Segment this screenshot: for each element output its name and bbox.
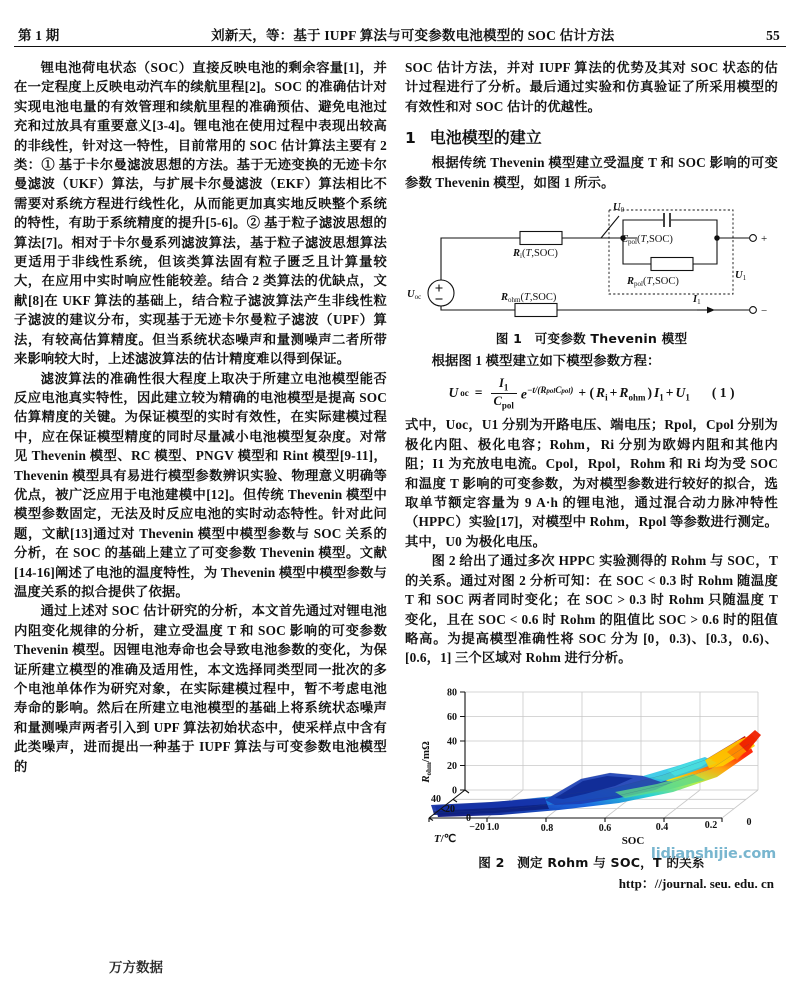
paragraph-figure-2: 图 2 给出了通过多次 HPPC 实验测得的 Rohm 与 SOC，T 的关系。通过对图 2 分析可知：在 SOC < 0.3 时 Rohm 随温度 T 和 SOC 两者同时变化；在 SOC > 0.3 时 Rohm 只随温度 T 变化，且在 SOC < 0.6 时 Rohm 的阻值比 SOC > 0.6 时的阻值略高。为提高模型准确性将 SOC 分为 [0，0.3)、[0.3，0.6)、[0.6，1] 三个区域对 Rohm 进行分析。: [405, 553, 778, 666]
paragraph-after-equation: 式中，Uoc，U1 分别为开路电压、端电压；Rpol，Cpol 分别为极化内阻、极化电容；Rohm，Ri 分别为欧姆内阻和其他内阻；I1 为充放电电流。Cpol，Rpol，Rohm 和 Ri 均为受 SOC 和温度 T 影响的可变参数，为对模型参数进行较好的拟合，选取单节额定容量为 9 A·h 的锂电池，通过混合动力脉冲特性（HPPC）实验[17]，对模型中 Rohm，Rpol 等参数进行测定。其中，U0 为极化电压。: [405, 417, 778, 549]
label-uoc: Uoc: [407, 289, 422, 302]
paragraph-1: 锂电池荷电状态（SOC）直接反映电池的剩余容量[1]，并在一定程度上反映电动汽车的续航里程[2]。SOC 的准确估计对实现电池电量的有效管理和续航里程的准确预估、避免电池过充和过放具有重要意义[3-4]。锂电池在使用过程中表现出较高的非线性，针对这一特性，目前常用的 SOC 估计算法主要有 2 类：① 基于卡尔曼滤波思想的方法。基于无迹变换的无迹卡尔曼滤波（UKF）算法，与扩展卡尔曼滤波（EKF）算法相比不需要对系统方程进行线性化，从而能更加真实地反映整个系统的特性，有助于系统精度的提升[5-6]。② 基于粒子滤波思想的算法[7]。相对于卡尔曼系列滤波算法，基于粒子滤波思想算法更适用于非线性系统，但该类算法固有粒子匮乏且计算量较大，在应用中实时响应性能较差。结合 2 类算法的优缺点，文献[8]在 UKF 算法的基础上，结合粒子滤波算法产生非线性粒子滤波的建议分布，实现基于无迹卡尔曼粒子滤波（UPF）算法，有较高估算精度。但当系统状态噪声和量测噪声二者所带来影响较大时，上述滤波算法的估计精度难以得到保证。: [14, 60, 387, 367]
equation-1-number: ( 1 ): [711, 385, 735, 401]
figure-2-title: 测定 Rohm 与 SOC，T 的关系: [517, 854, 705, 870]
eq-lhs: U: [448, 385, 459, 401]
article-running-title: 刘新天，等：基于 IUPF 算法与可变参数电池模型的 SOC 估计方法: [211, 28, 615, 43]
figure-2-number: 图 2: [478, 854, 505, 870]
left-column: [14, 58, 387, 992]
running-head: [14, 18, 786, 44]
x-axis-title: SOC: [621, 834, 645, 847]
figure-1-caption: [405, 328, 778, 347]
svg-text:80: 80: [447, 687, 457, 699]
site-watermark: lidianshijie.com: [650, 845, 776, 862]
figure-1: [405, 198, 778, 347]
svg-text:0: 0: [452, 785, 457, 797]
svg-text:−20: −20: [469, 821, 485, 833]
rohm-soc-temperature-surface-plot: [405, 674, 778, 850]
label-i1: I1: [693, 294, 701, 307]
svg-text:0: 0: [466, 812, 471, 824]
paragraph-after-section: 根据传统 Thevenin 模型建立受温度 T 和 SOC 影响的可变参数 Thevenin 模型，如图 1 所示。: [405, 155, 778, 190]
eq-exponential: $e^{-t/(RpolCpol)}$: [520, 384, 574, 402]
label-rpol: Rpol(T,SOC): [627, 276, 679, 289]
svg-text:0.4: 0.4: [655, 821, 669, 833]
paragraph-2: 滤波算法的准确性很大程度上取决于所建立电池模型能否反应电池真实特性，因此建立较为精确的电池模型是提高 SOC 估算精度的关键。为保证模型的实时有效性，在实际建模过程中，应在保证模型精度的同时尽量减小电池模型复杂度。对常见 Thevenin 模型、RC 模型、PNGV 模型和 Rint 模型[9-11]，Thevenin 模型具有易进行模型参数辨识实验、物理意义明确等优点，被广泛应用于电池建模中[12]。但传统 Thevenin 模型中模型参数固定，无法及时反应电池的实时动态特性。针对此问题，文献[13]通过对 Thevenin 模型中模型参数与 SOC 关系的分析，在 SOC 的基础上建立了可变参数 Thevenin 模型。文献[14-16]阐述了电池的温度特性，为 Thevenin 模型中模型参数与温度关系的拟合提供了依据。: [14, 370, 387, 599]
figure-2: [405, 674, 778, 892]
svg-text:0.8: 0.8: [540, 822, 554, 834]
label-u0: U0: [613, 202, 625, 215]
wanfang-watermark: 万方数据: [109, 960, 163, 975]
label-rohm: Rohm(T,SOC): [501, 292, 557, 305]
svg-text:20: 20: [445, 803, 455, 815]
section-title: 电池模型的建立: [429, 128, 542, 148]
svg-text:40: 40: [447, 736, 457, 748]
equation-lead-in: 根据图 1 模型建立如下模型参数方程：: [431, 353, 661, 369]
thevenin-circuit-diagram: [405, 198, 778, 326]
intro-paragraph: SOC 估计方法，并对 IUPF 算法的优势及其对 SOC 状态的估计过程进行了分析。最后通过实验和仿真验证了所采用模型的有效性和对 SOC 估计的优越性。: [405, 60, 778, 114]
svg-text:0.2: 0.2: [704, 819, 718, 831]
page-number: 55: [766, 28, 780, 43]
equation-1-body: U oc = $\frac{I_1}{C_{pol}}$ $e^{-t/(RpolCpol)}$ + ( $R_i$ + $R_{ohm}$ ) $I_1$ + $U_1$: [448, 376, 690, 411]
figure-1-number: 图 1: [495, 331, 523, 347]
label-cpol: Cpol(T,SOC): [621, 234, 673, 247]
svg-text:0.6: 0.6: [598, 822, 612, 834]
svg-text:20: 20: [447, 760, 457, 772]
section-heading-1: [405, 125, 778, 148]
z-axis-title: Rohm/mΩ: [420, 740, 433, 783]
equation-1: [405, 376, 778, 410]
terminal-plus: +: [761, 233, 768, 246]
section-number: 1: [405, 129, 416, 148]
right-column: [405, 58, 778, 992]
issue-label: 第 1 期: [18, 28, 60, 43]
figure-1-title: 可变参数 Thevenin 模型: [534, 331, 688, 347]
svg-text:40: 40: [431, 793, 441, 805]
paragraph-3: 通过上述对 SOC 估计研究的分析，本文首先通过对锂电池内阻变化规律的分析，建立受温度 T 和 SOC 影响的可变参数 Thevenin 模型。因锂电池寿命也会导致电池参数的变化，为保证所建立模型的准确及适用性，本文选择同类型同一批次的多个电池单体作为研究对象，在实际建模过程中，暂不考虑电池寿命的影响。然后在所建立电池模型的基础上将系统状态噪声和量测噪声两者引入到 UPF 算法初始状态中，使采样点中含有此类噪声，进而提出一种基于 IUPF 算法与可变参数电池模型的: [14, 603, 387, 774]
surface-mesh: [431, 730, 761, 817]
two-column-body: [14, 58, 786, 992]
eq-fraction: $\frac{I_1}{C_{pol}}$: [491, 376, 517, 410]
label-ri: Ri(T,SOC): [513, 248, 558, 261]
label-u1: U1: [735, 270, 747, 283]
svg-text:1.0: 1.0: [486, 821, 500, 833]
y-axis-title: T/℃: [433, 832, 457, 845]
svg-text:60: 60: [447, 711, 457, 723]
svg-text:0: 0: [746, 816, 752, 828]
terminal-minus: −: [761, 305, 768, 318]
header-rule: [14, 46, 786, 47]
journal-url: http：//journal. seu. edu. cn: [618, 875, 774, 891]
